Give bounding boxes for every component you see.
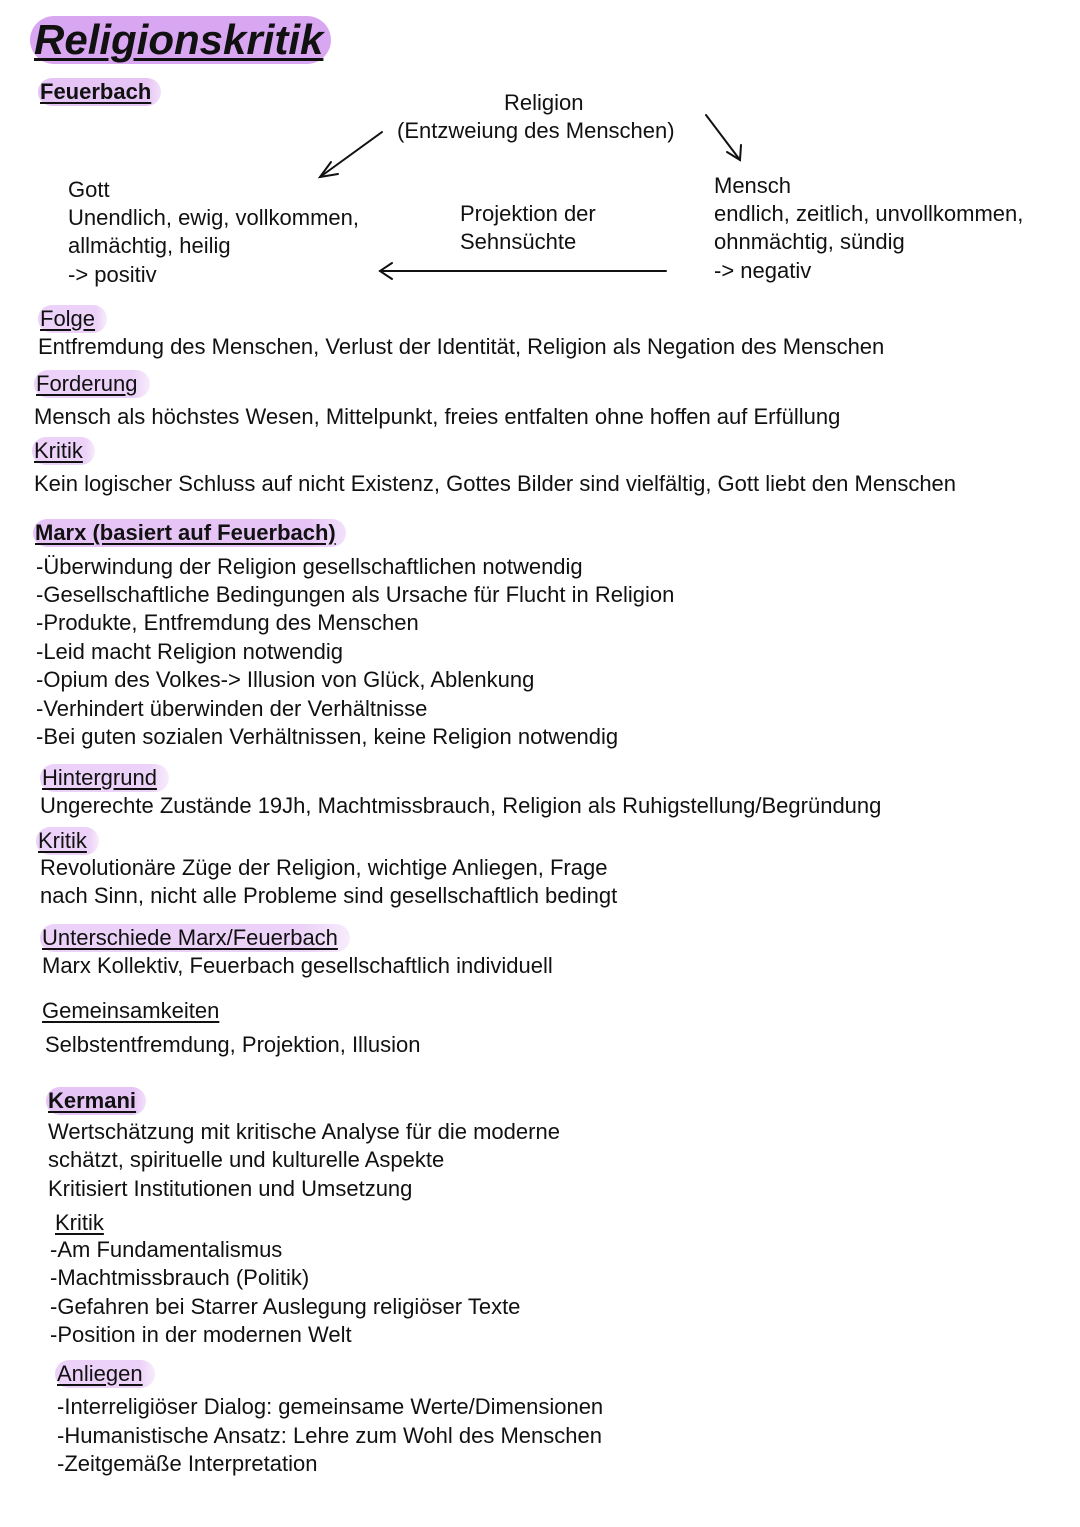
kermani-kritik-point: -Gefahren bei Starrer Auslegung religiöser Texte xyxy=(50,1294,521,1319)
kermani-kritik-point: -Machtmissbrauch (Politik) xyxy=(50,1265,310,1290)
diagram-projektion-label: Projektion der xyxy=(460,201,596,226)
forderung-text: Mensch als höchstes Wesen, Mittelpunkt, freies entfalten ohne hoffen auf Erfüllung xyxy=(34,404,841,429)
kermani-kritik-point: -Position in der modernen Welt xyxy=(50,1322,352,1347)
forderung-heading: Forderung xyxy=(34,370,150,398)
feuerbach-kritik-heading: Kritik xyxy=(32,437,95,465)
marx-point: -Überwindung der Religion gesellschaftlichen notwendig xyxy=(36,554,583,579)
marx-point: -Opium des Volkes-> Illusion von Glück, Ablenkung xyxy=(36,667,535,692)
diagram-mensch-valuation: -> negativ xyxy=(714,258,812,283)
unterschiede-text: Marx Kollektiv, Feuerbach gesellschaftlich individuell xyxy=(42,953,553,978)
marx-point: -Produkte, Entfremdung des Menschen xyxy=(36,610,419,635)
marx-point: -Gesellschaftliche Bedingungen als Ursache für Flucht in Religion xyxy=(36,582,675,607)
kermani-kritik-heading: Kritik xyxy=(55,1210,104,1235)
anliegen-point: -Humanistische Ansatz: Lehre zum Wohl des Menschen xyxy=(57,1423,602,1448)
diagram-religion-label: Religion xyxy=(504,90,584,115)
hintergrund-text: Ungerechte Zustände 19Jh, Machtmissbrauch, Religion als Ruhigstellung/Begründung xyxy=(40,793,882,818)
marx-point: -Bei guten sozialen Verhältnissen, keine Religion notwendig xyxy=(36,724,619,749)
arrow-mensch-to-gott xyxy=(380,263,666,279)
marx-kritik-text: Revolutionäre Züge der Religion, wichtige Anliegen, Frage xyxy=(40,855,608,880)
diagram-gott-attributes: allmächtig, heilig xyxy=(68,233,231,258)
gemeinsamkeiten-text: Selbstentfremdung, Projektion, Illusion xyxy=(45,1032,421,1057)
marx-point: -Verhindert überwinden der Verhältnisse xyxy=(36,696,428,721)
diagram-arrows xyxy=(0,0,1080,300)
diagram-gott-valuation: -> positiv xyxy=(68,262,157,287)
gemeinsamkeiten-heading: Gemeinsamkeiten xyxy=(42,998,220,1023)
page-title: Religionskritik xyxy=(30,16,331,64)
folge-text: Entfremdung des Menschen, Verlust der Identität, Religion als Negation des Menschen xyxy=(38,334,885,359)
diagram-projektion-label: Sehnsüchte xyxy=(460,229,577,254)
kermani-text: Wertschätzung mit kritische Analyse für die moderne xyxy=(48,1119,560,1144)
diagram-religion-subtitle: (Entzweiung des Menschen) xyxy=(397,118,675,143)
marx-kritik-heading: Kritik xyxy=(36,827,99,855)
feuerbach-heading: Feuerbach xyxy=(38,78,161,106)
marx-point: -Leid macht Religion notwendig xyxy=(36,639,343,664)
diagram-gott-label: Gott xyxy=(68,177,110,202)
folge-heading: Folge xyxy=(38,305,107,333)
diagram-gott-attributes: Unendlich, ewig, vollkommen, xyxy=(68,205,360,230)
anliegen-heading: Anliegen xyxy=(55,1360,155,1388)
kermani-heading: Kermani xyxy=(46,1087,146,1115)
diagram-mensch-label: Mensch xyxy=(714,173,792,198)
anliegen-point: -Interreligiöser Dialog: gemeinsame Werte/Dimensionen xyxy=(57,1394,604,1419)
kermani-text: Kritisiert Institutionen und Umsetzung xyxy=(48,1176,413,1201)
hintergrund-heading: Hintergrund xyxy=(40,764,169,792)
arrow-religion-to-mensch xyxy=(706,115,741,160)
arrow-religion-to-gott xyxy=(320,132,382,177)
marx-heading: Marx (basiert auf Feuerbach) xyxy=(33,519,346,547)
feuerbach-kritik-text: Kein logischer Schluss auf nicht Existenz, Gottes Bilder sind vielfältig, Gott liebt den Menschen xyxy=(34,471,957,496)
anliegen-point: -Zeitgemäße Interpretation xyxy=(57,1451,318,1476)
kermani-kritik-point: -Am Fundamentalismus xyxy=(50,1237,283,1262)
marx-kritik-text: nach Sinn, nicht alle Probleme sind gesellschaftlich bedingt xyxy=(40,883,618,908)
unterschiede-heading: Unterschiede Marx/Feuerbach xyxy=(40,924,350,952)
diagram-mensch-attributes: endlich, zeitlich, unvollkommen, xyxy=(714,201,1024,226)
kermani-text: schätzt, spirituelle und kulturelle Aspekte xyxy=(48,1147,445,1172)
diagram-mensch-attributes: ohnmächtig, sündig xyxy=(714,229,905,254)
